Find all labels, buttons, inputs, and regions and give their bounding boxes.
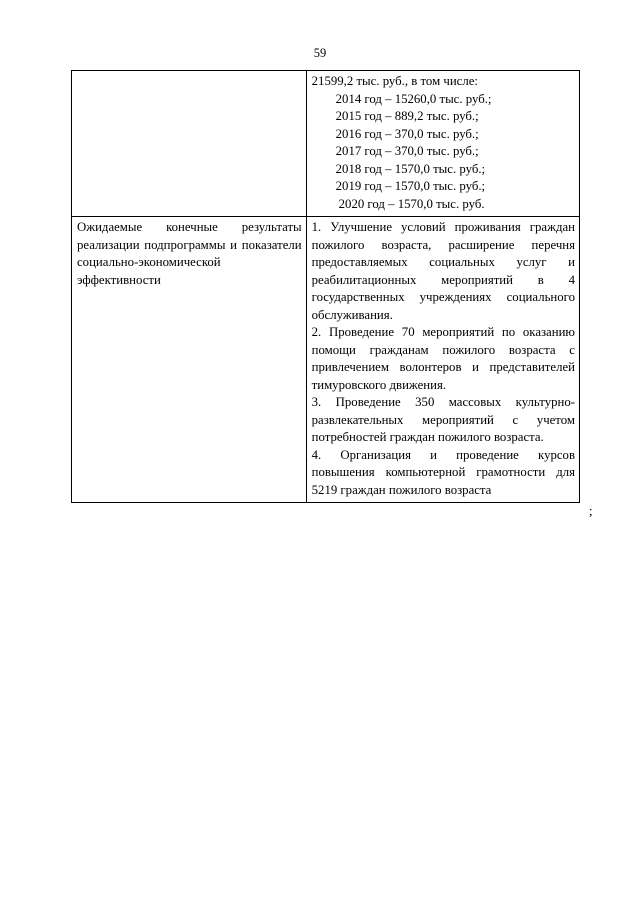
funding-year-2019: 2019 год – 1570,0 тыс. руб.; bbox=[335, 179, 486, 193]
funding-value-cell bbox=[306, 71, 579, 217]
trailing-semicolon: ; bbox=[589, 504, 593, 518]
result-item-2: 2. Проведение 70 мероприятий по оказанию помощи гражданам пожилого возраста с привлечением волонтеров и представителей тимуровского движения. bbox=[311, 325, 575, 392]
results-label-cell: Ожидаемые конечные результаты реализации подпрограммы и показатели социально-экономической эффективности bbox=[72, 217, 307, 503]
funding-year-2017: 2017 год – 370,0 тыс. руб.; bbox=[335, 144, 479, 158]
results-value-cell bbox=[306, 217, 579, 503]
result-item-1: 1. Улучшение условий проживания граждан пожилого возраста, расширение перечня предоставляемых социальных услуг и реабилитационных мероприятий в 4 государственных учреждениях социального обслуживания. bbox=[311, 220, 575, 322]
funding-label-cell bbox=[72, 71, 307, 217]
page-number: 59 bbox=[313, 46, 327, 60]
results-row bbox=[72, 217, 580, 503]
result-item-4: 4. Организация и проведение курсов повышения компьютерной грамотности для 5219 граждан пожилого возраста bbox=[311, 447, 575, 497]
funding-year-2020: 2020 год – 1570,0 тыс. руб. bbox=[338, 196, 485, 211]
result-item-3: 3. Проведение 350 массовых культурно-развлекательных мероприятий с учетом потребностей граждан пожилого возраста. bbox=[311, 395, 575, 444]
funding-total: 21599,2 тыс. руб., в том числе: bbox=[311, 74, 478, 88]
funding-year-2015: 2015 год – 889,2 тыс. руб.; bbox=[335, 109, 479, 123]
funding-row bbox=[72, 71, 580, 217]
funding-year-2014: 2014 год – 15260,0 тыс. руб.; bbox=[335, 91, 492, 106]
subprogram-passport-table bbox=[71, 70, 580, 503]
funding-year-2018: 2018 год – 1570,0 тыс. руб.; bbox=[335, 161, 486, 176]
funding-year-2016: 2016 год – 370,0 тыс. руб.; bbox=[335, 126, 479, 141]
